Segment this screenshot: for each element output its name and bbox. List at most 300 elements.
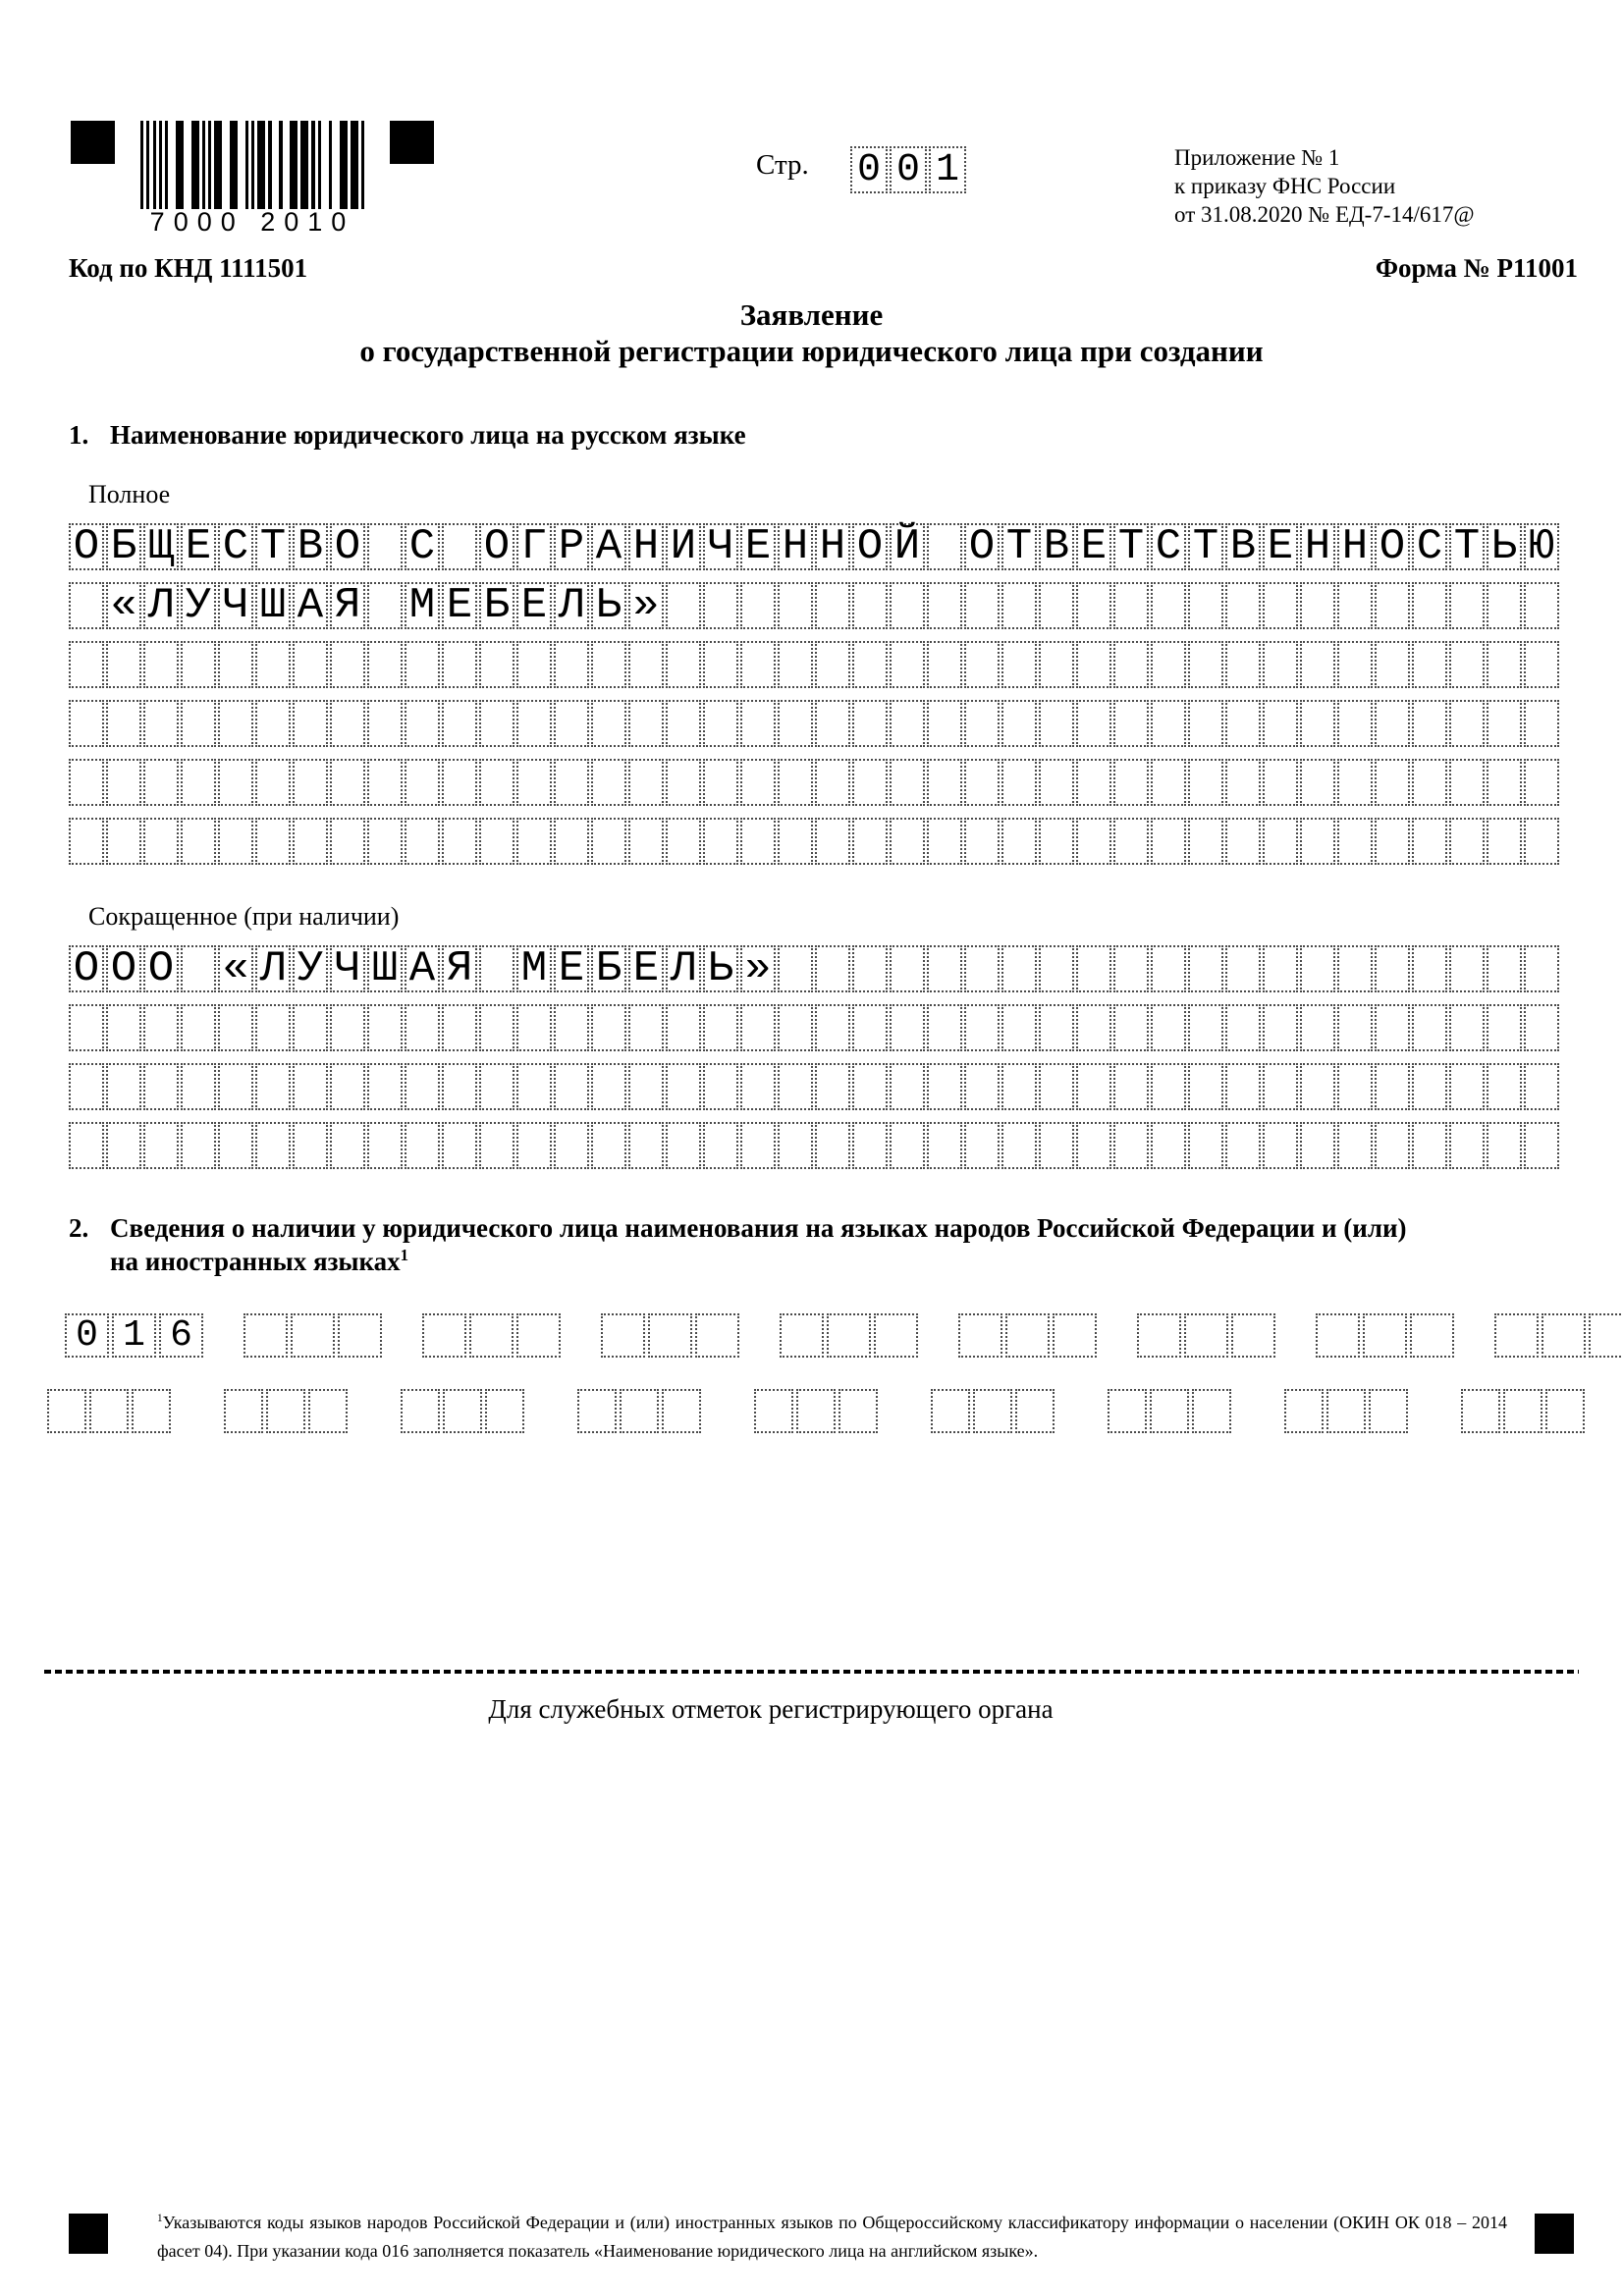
char-cell bbox=[1449, 1063, 1485, 1110]
char-cell bbox=[367, 700, 403, 747]
char-cell bbox=[1263, 641, 1298, 688]
char-cell bbox=[255, 1122, 291, 1169]
char-cell bbox=[405, 641, 440, 688]
language-code-cell bbox=[662, 1389, 701, 1433]
char-cell: Б bbox=[479, 582, 514, 629]
char-cell bbox=[1524, 1063, 1559, 1110]
char-cell bbox=[1188, 818, 1223, 865]
char-cell bbox=[591, 641, 626, 688]
language-code-group bbox=[577, 1389, 701, 1433]
char-cell: О bbox=[479, 523, 514, 570]
char-cell: Т bbox=[1113, 523, 1149, 570]
char-cell bbox=[405, 818, 440, 865]
char-cell bbox=[1487, 700, 1522, 747]
language-code-cell bbox=[1494, 1313, 1539, 1358]
char-cell: Е bbox=[516, 582, 552, 629]
char-cell bbox=[255, 818, 291, 865]
appendix-line: от 31.08.2020 № ЕД-7-14/617@ bbox=[1174, 202, 1475, 227]
char-cell bbox=[1337, 759, 1373, 806]
char-cell bbox=[218, 818, 253, 865]
language-code-cell bbox=[827, 1313, 871, 1358]
char-cell bbox=[1188, 1122, 1223, 1169]
char-cell bbox=[815, 1004, 850, 1051]
char-cell bbox=[1001, 818, 1037, 865]
char-cell bbox=[890, 759, 925, 806]
char-cell bbox=[516, 1063, 552, 1110]
char-cell: М bbox=[405, 582, 440, 629]
char-cell bbox=[1375, 945, 1410, 992]
char-cell bbox=[964, 759, 1000, 806]
char-cell: Е bbox=[442, 582, 477, 629]
barcode-digits: 7000 2010 bbox=[149, 207, 355, 237]
char-grid-row bbox=[69, 818, 1559, 865]
char-cell bbox=[367, 582, 403, 629]
char-cell: С bbox=[218, 523, 253, 570]
char-cell bbox=[591, 1004, 626, 1051]
char-cell bbox=[1151, 1122, 1186, 1169]
char-cell bbox=[890, 945, 925, 992]
char-cell bbox=[1263, 945, 1298, 992]
char-cell bbox=[479, 641, 514, 688]
char-cell bbox=[1412, 582, 1447, 629]
language-code-cell: 0 bbox=[65, 1313, 109, 1358]
char-cell: Р bbox=[554, 523, 589, 570]
language-code-cell bbox=[1326, 1389, 1366, 1433]
char-cell bbox=[1412, 818, 1447, 865]
appendix-line: Приложение № 1 bbox=[1174, 145, 1340, 170]
char-cell bbox=[1300, 945, 1335, 992]
char-cell bbox=[442, 641, 477, 688]
char-cell bbox=[442, 523, 477, 570]
language-code-cell bbox=[291, 1313, 335, 1358]
char-cell bbox=[1151, 1004, 1186, 1051]
char-cell bbox=[1487, 1004, 1522, 1051]
char-cell: Щ bbox=[143, 523, 179, 570]
char-cell bbox=[815, 1122, 850, 1169]
char-cell: » bbox=[740, 945, 776, 992]
char-cell bbox=[1076, 945, 1111, 992]
char-cell bbox=[1151, 641, 1186, 688]
char-cell bbox=[143, 1004, 179, 1051]
char-cell: Е bbox=[740, 523, 776, 570]
char-cell bbox=[1001, 1063, 1037, 1110]
char-cell: А bbox=[405, 945, 440, 992]
char-grid-row bbox=[69, 945, 1559, 992]
char-cell bbox=[964, 1122, 1000, 1169]
char-cell bbox=[479, 818, 514, 865]
char-cell: Т bbox=[255, 523, 291, 570]
char-cell bbox=[1076, 1004, 1111, 1051]
char-grid-row bbox=[69, 641, 1559, 688]
char-cell bbox=[367, 641, 403, 688]
char-cell: Е bbox=[1076, 523, 1111, 570]
char-cell bbox=[1300, 582, 1335, 629]
char-cell: Е bbox=[181, 523, 216, 570]
language-code-group bbox=[65, 1313, 203, 1358]
language-code-cell bbox=[1108, 1389, 1147, 1433]
language-code-cell bbox=[1545, 1389, 1585, 1433]
char-cell bbox=[69, 818, 104, 865]
char-cell: В bbox=[1225, 523, 1261, 570]
char-cell bbox=[106, 700, 141, 747]
barcode bbox=[140, 121, 364, 209]
char-cell bbox=[852, 818, 888, 865]
char-cell bbox=[927, 582, 962, 629]
char-cell bbox=[1225, 1122, 1261, 1169]
char-cell: Б bbox=[591, 945, 626, 992]
char-cell bbox=[1412, 945, 1447, 992]
char-cell bbox=[1225, 582, 1261, 629]
char-cell bbox=[181, 700, 216, 747]
char-cell bbox=[778, 818, 813, 865]
char-cell bbox=[1076, 818, 1111, 865]
char-cell bbox=[1113, 1063, 1149, 1110]
language-code-cell bbox=[1363, 1313, 1407, 1358]
char-cell bbox=[927, 1122, 962, 1169]
char-cell bbox=[1225, 1063, 1261, 1110]
char-cell bbox=[442, 759, 477, 806]
footnote-reference: 1 bbox=[400, 1246, 409, 1264]
char-cell bbox=[740, 759, 776, 806]
knd-code: Код по КНД 1111501 bbox=[69, 253, 308, 283]
char-cell bbox=[1524, 759, 1559, 806]
char-cell bbox=[628, 1063, 664, 1110]
char-cell: В bbox=[1039, 523, 1074, 570]
char-cell: Л bbox=[143, 582, 179, 629]
char-cell bbox=[367, 1122, 403, 1169]
char-cell: С bbox=[1412, 523, 1447, 570]
language-code-group bbox=[601, 1313, 739, 1358]
char-cell bbox=[1449, 1004, 1485, 1051]
char-cell: Н bbox=[1300, 523, 1335, 570]
char-cell bbox=[181, 1122, 216, 1169]
char-cell bbox=[1225, 818, 1261, 865]
char-cell bbox=[1076, 700, 1111, 747]
language-code-cell bbox=[780, 1313, 824, 1358]
char-grid-row bbox=[69, 523, 1559, 570]
char-cell bbox=[1039, 1122, 1074, 1169]
char-cell bbox=[405, 1122, 440, 1169]
char-cell bbox=[1337, 1063, 1373, 1110]
appendix-note bbox=[1174, 143, 1475, 229]
char-cell bbox=[1524, 641, 1559, 688]
char-cell bbox=[1001, 700, 1037, 747]
char-cell bbox=[181, 818, 216, 865]
char-cell bbox=[293, 641, 328, 688]
char-cell bbox=[1375, 641, 1410, 688]
service-marks-label: Для служебных отметок регистрирующего органа bbox=[488, 1694, 1054, 1724]
language-code-cell: 6 bbox=[159, 1313, 203, 1358]
char-grid-row bbox=[69, 1004, 1559, 1051]
char-cell: Л bbox=[666, 945, 701, 992]
language-code-cell bbox=[796, 1389, 836, 1433]
char-cell bbox=[927, 641, 962, 688]
char-cell: Ю bbox=[1524, 523, 1559, 570]
char-cell bbox=[666, 1122, 701, 1169]
char-cell bbox=[1188, 1063, 1223, 1110]
char-cell bbox=[1412, 641, 1447, 688]
char-cell bbox=[1449, 818, 1485, 865]
char-cell bbox=[852, 700, 888, 747]
language-code-cell bbox=[1284, 1389, 1324, 1433]
char-cell bbox=[293, 1004, 328, 1051]
char-cell bbox=[106, 818, 141, 865]
char-cell bbox=[405, 759, 440, 806]
char-cell bbox=[1524, 582, 1559, 629]
char-cell bbox=[591, 700, 626, 747]
char-cell bbox=[405, 1063, 440, 1110]
char-cell bbox=[964, 1063, 1000, 1110]
char-cell bbox=[890, 641, 925, 688]
char-cell: Е bbox=[628, 945, 664, 992]
char-cell bbox=[703, 582, 738, 629]
char-cell: С bbox=[1151, 523, 1186, 570]
language-code-group bbox=[958, 1313, 1097, 1358]
char-cell bbox=[1412, 1122, 1447, 1169]
char-cell bbox=[69, 582, 104, 629]
char-cell bbox=[1300, 1004, 1335, 1051]
char-cell bbox=[1449, 945, 1485, 992]
char-cell bbox=[964, 818, 1000, 865]
char-cell bbox=[1263, 1122, 1298, 1169]
language-code-row-2 bbox=[0, 1389, 1623, 1433]
char-cell bbox=[1001, 582, 1037, 629]
char-cell: А bbox=[591, 523, 626, 570]
page-number-field bbox=[850, 146, 966, 193]
char-cell bbox=[69, 641, 104, 688]
char-cell bbox=[293, 759, 328, 806]
language-code-cell bbox=[1005, 1313, 1050, 1358]
char-cell bbox=[1039, 700, 1074, 747]
language-code-cell bbox=[338, 1313, 382, 1358]
char-cell bbox=[815, 641, 850, 688]
char-cell bbox=[143, 1063, 179, 1110]
language-code-group bbox=[1108, 1389, 1231, 1433]
char-cell bbox=[367, 818, 403, 865]
char-cell bbox=[890, 1004, 925, 1051]
char-cell bbox=[1188, 759, 1223, 806]
char-cell: Н bbox=[778, 523, 813, 570]
char-cell bbox=[479, 759, 514, 806]
form-title: Заявление bbox=[739, 297, 884, 332]
language-code-cell bbox=[874, 1313, 918, 1358]
char-cell bbox=[1039, 1004, 1074, 1051]
language-code-cell bbox=[1461, 1389, 1500, 1433]
char-cell bbox=[516, 1004, 552, 1051]
char-cell bbox=[255, 1063, 291, 1110]
char-cell bbox=[890, 582, 925, 629]
language-code-cell bbox=[1410, 1313, 1454, 1358]
char-cell bbox=[405, 700, 440, 747]
char-cell bbox=[964, 641, 1000, 688]
char-cell bbox=[516, 700, 552, 747]
char-cell: Е bbox=[1263, 523, 1298, 570]
char-cell bbox=[740, 582, 776, 629]
char-cell bbox=[740, 1122, 776, 1169]
char-grid-row bbox=[69, 1063, 1559, 1110]
char-cell bbox=[1263, 818, 1298, 865]
char-cell bbox=[628, 818, 664, 865]
char-cell: А bbox=[293, 582, 328, 629]
char-cell: Ч bbox=[703, 523, 738, 570]
char-cell bbox=[1300, 818, 1335, 865]
char-cell bbox=[778, 700, 813, 747]
char-cell bbox=[554, 1063, 589, 1110]
char-cell bbox=[1225, 759, 1261, 806]
section2-number: 2. bbox=[69, 1213, 89, 1243]
language-code-cell bbox=[485, 1389, 524, 1433]
char-cell bbox=[740, 1063, 776, 1110]
char-cell: Г bbox=[516, 523, 552, 570]
char-cell: О bbox=[106, 945, 141, 992]
char-cell bbox=[815, 700, 850, 747]
char-cell bbox=[852, 759, 888, 806]
section2-heading-line2 bbox=[110, 1247, 408, 1277]
char-cell bbox=[479, 1004, 514, 1051]
char-cell bbox=[815, 818, 850, 865]
char-cell bbox=[703, 641, 738, 688]
char-cell bbox=[293, 818, 328, 865]
char-cell: Й bbox=[890, 523, 925, 570]
language-code-cell bbox=[47, 1389, 86, 1433]
char-cell bbox=[1188, 641, 1223, 688]
footnote bbox=[157, 2209, 1507, 2266]
char-cell bbox=[927, 759, 962, 806]
char-cell bbox=[1375, 759, 1410, 806]
language-code-cell bbox=[469, 1313, 514, 1358]
char-cell bbox=[964, 1004, 1000, 1051]
char-cell bbox=[1113, 1122, 1149, 1169]
language-code-cell bbox=[1137, 1313, 1181, 1358]
char-cell bbox=[554, 700, 589, 747]
char-cell bbox=[703, 700, 738, 747]
char-cell bbox=[330, 818, 365, 865]
char-cell bbox=[1375, 1004, 1410, 1051]
char-cell bbox=[591, 1063, 626, 1110]
char-cell bbox=[1487, 1122, 1522, 1169]
language-code-group bbox=[1137, 1313, 1275, 1358]
char-cell: С bbox=[405, 523, 440, 570]
char-cell bbox=[927, 523, 962, 570]
char-cell bbox=[1225, 641, 1261, 688]
char-grid-row bbox=[69, 700, 1559, 747]
char-cell bbox=[1412, 1004, 1447, 1051]
language-code-group bbox=[754, 1389, 878, 1433]
char-cell bbox=[1375, 1063, 1410, 1110]
language-code-group bbox=[224, 1389, 348, 1433]
char-cell bbox=[367, 523, 403, 570]
language-code-cell bbox=[648, 1313, 692, 1358]
char-cell bbox=[1151, 1063, 1186, 1110]
char-cell: Ч bbox=[218, 582, 253, 629]
char-cell bbox=[218, 1122, 253, 1169]
char-cell bbox=[890, 1122, 925, 1169]
char-cell bbox=[591, 759, 626, 806]
char-cell bbox=[1263, 1063, 1298, 1110]
char-cell bbox=[1300, 759, 1335, 806]
language-code-cell bbox=[620, 1389, 659, 1433]
char-cell bbox=[852, 945, 888, 992]
char-cell bbox=[740, 1004, 776, 1051]
char-grid-row bbox=[69, 759, 1559, 806]
char-cell bbox=[1337, 1004, 1373, 1051]
char-cell bbox=[1300, 641, 1335, 688]
footnote-text: Указываются коды языков народов Российской Федерации и (или) иностранных языков по Общероссийскому классификатору информации о населении (ОКИН ОК 018 – 2014 фасет 04). При указании кода 016 заполняется показатель «Наименование юридического лица на английском языке». bbox=[157, 2213, 1507, 2261]
char-cell bbox=[218, 1004, 253, 1051]
char-cell bbox=[255, 759, 291, 806]
char-cell bbox=[1449, 759, 1485, 806]
char-cell bbox=[516, 759, 552, 806]
char-cell bbox=[181, 1004, 216, 1051]
char-cell bbox=[181, 759, 216, 806]
language-code-cell bbox=[243, 1313, 288, 1358]
language-code-group bbox=[422, 1313, 561, 1358]
char-cell bbox=[778, 1063, 813, 1110]
language-code-group bbox=[780, 1313, 918, 1358]
char-cell bbox=[293, 1122, 328, 1169]
char-cell bbox=[852, 1004, 888, 1051]
char-cell: Ь bbox=[591, 582, 626, 629]
section1-number: 1. bbox=[69, 420, 89, 450]
char-cell bbox=[405, 1004, 440, 1051]
char-cell bbox=[852, 641, 888, 688]
char-cell bbox=[1225, 700, 1261, 747]
char-cell bbox=[330, 1004, 365, 1051]
char-cell: « bbox=[106, 582, 141, 629]
char-cell bbox=[1449, 1122, 1485, 1169]
char-cell bbox=[740, 818, 776, 865]
language-code-cell bbox=[1150, 1389, 1189, 1433]
char-cell bbox=[554, 641, 589, 688]
language-code-cell bbox=[577, 1389, 617, 1433]
char-cell bbox=[815, 945, 850, 992]
char-cell: У bbox=[181, 582, 216, 629]
language-code-cell bbox=[516, 1313, 561, 1358]
language-code-group bbox=[401, 1389, 524, 1433]
char-cell bbox=[181, 945, 216, 992]
char-cell bbox=[330, 1063, 365, 1110]
char-cell: Ш bbox=[255, 582, 291, 629]
char-cell: Ч bbox=[330, 945, 365, 992]
full-name-grid bbox=[69, 523, 1559, 877]
language-code-cell bbox=[401, 1389, 440, 1433]
char-cell: Я bbox=[442, 945, 477, 992]
section2-heading-text: Сведения о наличии у юридического лица наименования на языках народов Российской Федерации и (или) bbox=[110, 1213, 1407, 1243]
short-name-label: Сокращенное (при наличии) bbox=[88, 902, 400, 931]
page-label: Стр. bbox=[756, 149, 809, 181]
char-cell bbox=[330, 641, 365, 688]
char-cell: « bbox=[218, 945, 253, 992]
char-cell bbox=[1524, 818, 1559, 865]
char-cell bbox=[367, 759, 403, 806]
char-cell bbox=[1076, 641, 1111, 688]
char-cell bbox=[1300, 1122, 1335, 1169]
char-cell bbox=[1151, 945, 1186, 992]
char-cell bbox=[1113, 759, 1149, 806]
char-cell bbox=[1337, 582, 1373, 629]
char-cell bbox=[703, 1063, 738, 1110]
char-cell bbox=[666, 582, 701, 629]
char-cell bbox=[1412, 700, 1447, 747]
char-cell bbox=[106, 1063, 141, 1110]
char-cell: У bbox=[293, 945, 328, 992]
char-cell bbox=[815, 582, 850, 629]
char-cell bbox=[143, 759, 179, 806]
char-cell bbox=[890, 700, 925, 747]
char-cell bbox=[69, 1122, 104, 1169]
char-cell bbox=[1188, 582, 1223, 629]
char-cell bbox=[628, 759, 664, 806]
